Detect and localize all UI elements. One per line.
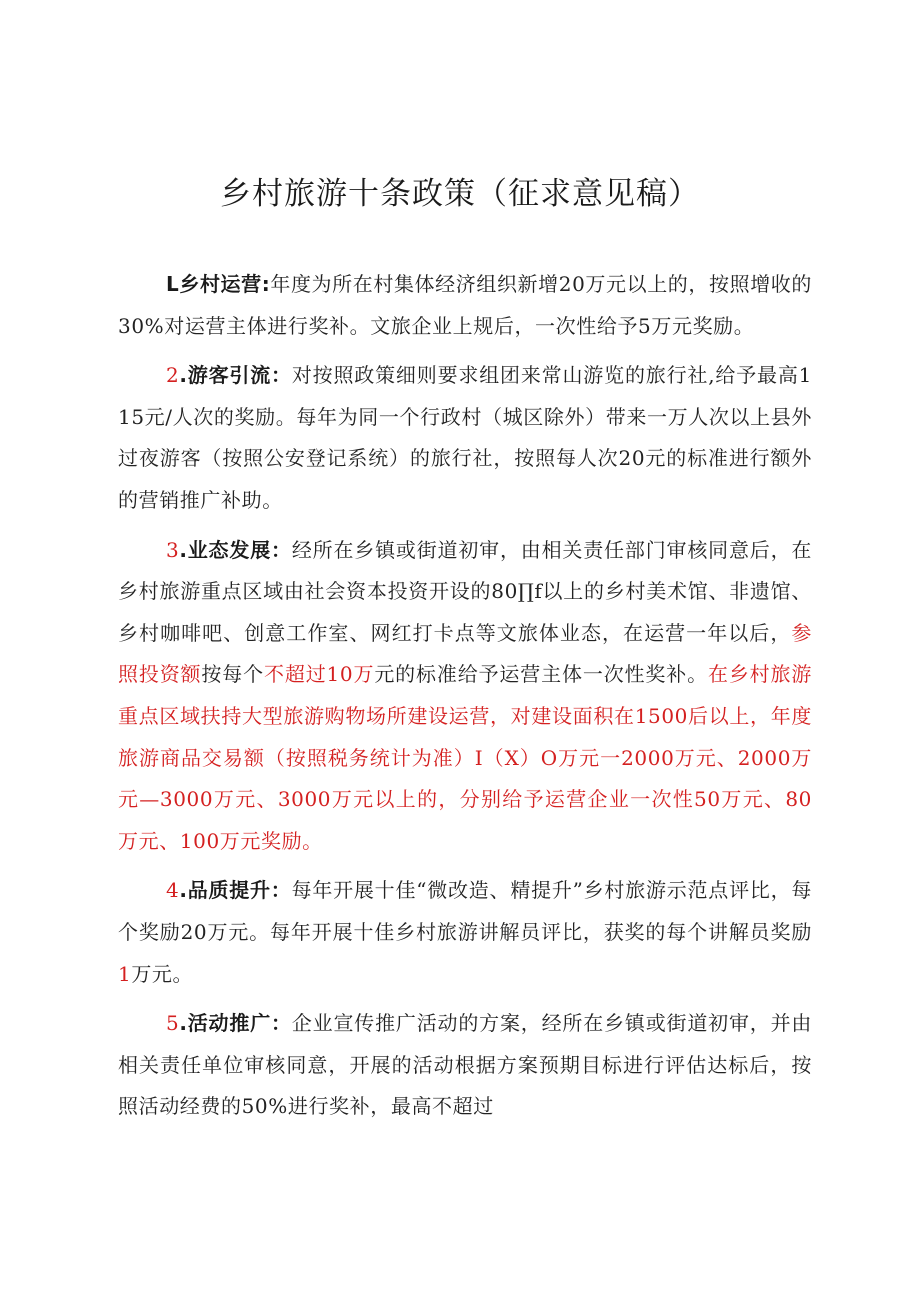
item-3-text-1: 经所在乡镇或街道初审，由相关责任部门审核同意后，在乡村旅游重点区域由社会资本投资开设的80∏f以上的乡村美术馆、非遗馆、乡村咖啡吧、创意工作室、网红打卡点等文旅体业态，在运营一年以后， bbox=[118, 537, 813, 645]
item-3-heading: .业态发展： bbox=[179, 537, 292, 562]
policy-item-5 bbox=[118, 1003, 812, 1128]
item-1-text: 年度为所在村集体经济组织新增20万元以上的，按照增收的30%对运营主体进行奖补。文旅企业上规后，一次性给予5万元奖励。 bbox=[118, 272, 813, 338]
item-1-number: L bbox=[166, 272, 180, 296]
item-5-text: 企业宣传推广活动的方案，经所在乡镇或街道初审，并由相关责任单位审核同意，开展的活动根据方案预期目标进行评估达标后，按照活动经费的50%进行奖补，最高不超过 bbox=[118, 1011, 813, 1119]
document-title: 乡村旅游十条政策（征求意见稿） bbox=[220, 176, 700, 212]
item-3-text-6: 在乡村旅游重点区域扶持大型旅游购物场所建设运营，对建设面积在1500后以上，年度旅游商品交易额（按照税务统计为准）I（X）O万元一2000万元、2000万元—3000万元、3000万元以上的，分别给予运营企业一次性50万元、80万元、100万元奖励。 bbox=[118, 662, 813, 853]
item-3-text-5: 元的标准给予运营主体一次性奖补。 bbox=[374, 662, 708, 687]
item-3-text-3: 按每个 bbox=[201, 662, 264, 687]
item-3-text-4: 不超过10万 bbox=[263, 662, 375, 687]
item-4-text-3: 万元。 bbox=[131, 961, 194, 986]
item-4-text-2: 1 bbox=[118, 961, 132, 986]
item-2-number: 2 bbox=[166, 363, 180, 388]
policy-item-1 bbox=[118, 264, 812, 347]
item-5-number: 5 bbox=[166, 1011, 180, 1036]
item-4-heading: .品质提升： bbox=[179, 878, 292, 903]
item-3-number: 3 bbox=[166, 537, 180, 562]
item-1-heading: 乡村运营: bbox=[179, 272, 271, 296]
item-4-number: 4 bbox=[166, 878, 180, 903]
item-3-text-2: 参照投资额 bbox=[118, 620, 812, 687]
item-5-heading: .活动推广： bbox=[179, 1011, 292, 1036]
item-4-text-1: 每年开展十佳“微改造、精提升”乡村旅游示范点评比，每个奖励20万元。每年开展十佳乡村旅游讲解员评比，获奖的每个讲解员奖励 bbox=[118, 878, 812, 944]
item-2-heading: .游客引流： bbox=[179, 363, 292, 388]
policy-item-4 bbox=[118, 870, 812, 995]
policy-item-3 bbox=[118, 530, 812, 863]
policy-item-2 bbox=[118, 355, 812, 521]
document-body bbox=[118, 264, 812, 1136]
item-2-text: 对按照政策细则要求组团来常山游览的旅行社,给予最高115元/人次的奖励。每年为同一个行政村（城区除外）带来一万人次以上县外过夜游客（按照公安登记系统）的旅行社，按照每人次20元的标准进行额外的营销推广补助。 bbox=[118, 363, 812, 512]
